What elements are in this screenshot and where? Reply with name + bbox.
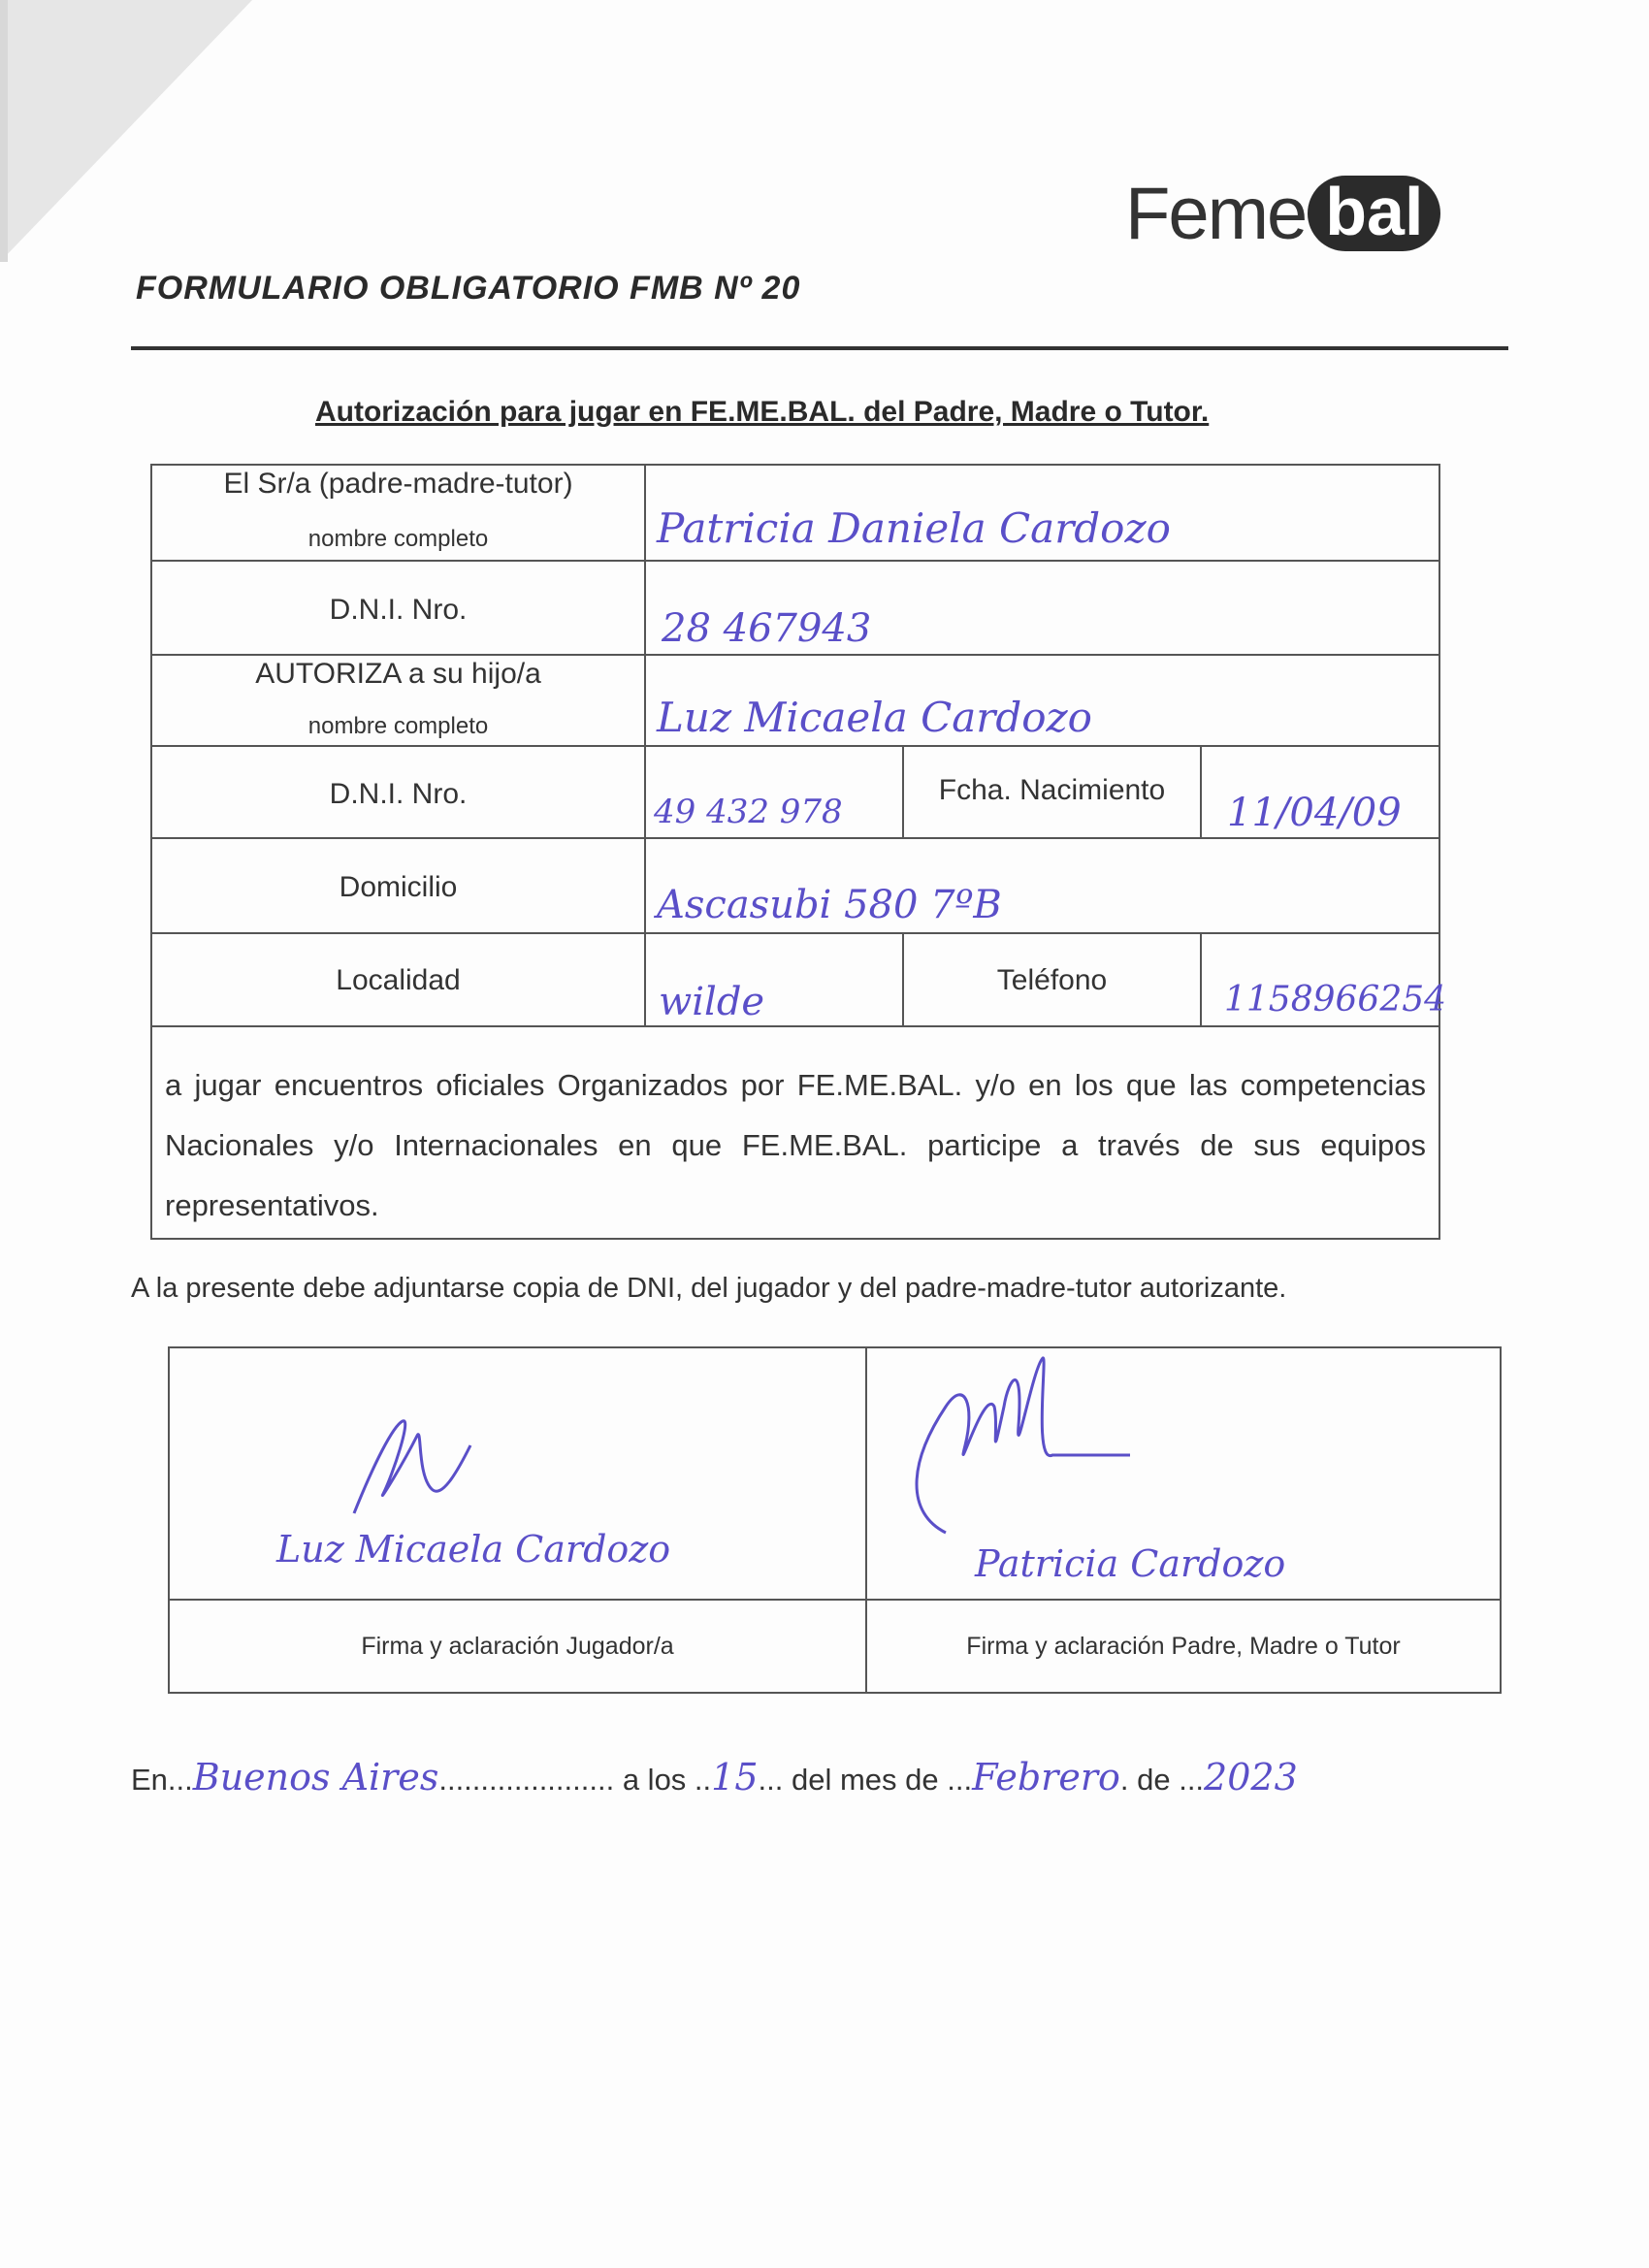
telefono-value: 1158966254 <box>1224 980 1447 1020</box>
title-divider <box>131 346 1508 350</box>
row-divider <box>152 560 1439 562</box>
col-divider <box>1200 745 1202 837</box>
localidad-value: wilde <box>659 980 765 1024</box>
telefono-label: Teléfono <box>996 964 1108 996</box>
form-subtitle: Autorización para jugar en FE.ME.BAL. del Padre, Madre o Tutor. <box>315 396 1210 428</box>
parent-dni-label: D.N.I. Nro. <box>329 594 468 626</box>
authorization-paragraph: a jugar encuentros oficiales Organizados por FE.ME.BAL. y/o en los que las competencias Nacionales y/o Internacionales en que FE.ME.BAL. participe a través de sus equipos representativos. <box>165 1068 1426 1222</box>
de-label: de <box>1137 1763 1171 1797</box>
birth-date-label: Fcha. Nacimiento <box>938 774 1166 806</box>
a-los-label: a los <box>622 1763 687 1797</box>
parent-signature-caption: Firma y aclaración Padre, Madre o Tutor <box>966 1633 1401 1660</box>
row-divider <box>152 1025 1439 1027</box>
domicilio-label: Domicilio <box>339 871 458 903</box>
child-dni-value: 49 432 978 <box>654 793 843 831</box>
child-sublabel: nombre completo <box>307 713 489 739</box>
parent-sublabel: nombre completo <box>307 526 489 552</box>
sig-row-divider <box>170 1599 1500 1601</box>
attachment-note: A la presente debe adjuntarse copia de DNI, del jugador y del padre-madre-tutor autorizante. <box>131 1273 1287 1304</box>
row-divider <box>152 837 1439 839</box>
col-divider <box>644 466 646 1025</box>
parent-signature-scribble <box>888 1348 1159 1552</box>
col-divider <box>1200 932 1202 1025</box>
form-title: FORMULARIO OBLIGATORIO FMB Nº 20 <box>136 270 801 307</box>
player-signature-caption: Firma y aclaración Jugador/a <box>361 1633 674 1660</box>
femebal-logo: Feme bal <box>1125 165 1440 262</box>
year-value: 2023 <box>1204 1756 1298 1798</box>
day-value: 15 <box>711 1756 759 1798</box>
birth-date-value: 11/04/09 <box>1227 791 1402 835</box>
parent-dni-value: 28 467943 <box>662 606 872 651</box>
parent-label: El Sr/a (padre-madre-tutor) <box>223 468 573 500</box>
row-divider <box>152 654 1439 656</box>
child-dni-label: D.N.I. Nro. <box>329 778 468 810</box>
parent-name-value: Patricia Daniela Cardozo <box>657 504 1171 552</box>
player-signature-scribble <box>335 1407 490 1523</box>
page-edge-shadow <box>0 0 8 262</box>
autoriza-label: AUTORIZA a su hijo/a <box>255 658 541 690</box>
player-signature-name: Luz Micaela Cardozo <box>276 1528 671 1571</box>
folded-corner <box>0 0 252 262</box>
dots: .. <box>686 1763 712 1797</box>
dots: ... <box>167 1763 193 1797</box>
city-value: Buenos Aires <box>192 1756 439 1798</box>
parent-signature-name: Patricia Cardozo <box>975 1542 1286 1585</box>
signature-box <box>168 1346 1502 1694</box>
month-value: Febrero <box>972 1756 1120 1798</box>
dots: ... <box>758 1763 792 1797</box>
row-divider <box>152 745 1439 747</box>
child-name-value: Luz Micaela Cardozo <box>657 694 1092 741</box>
dots: . <box>1119 1763 1138 1797</box>
dots: ..................... <box>438 1763 623 1797</box>
place-date-line <box>131 1756 1298 1798</box>
domicilio-value: Ascasubi 580 7ºB <box>657 883 1002 927</box>
dots: ... <box>938 1763 973 1797</box>
en-label: En <box>131 1763 168 1797</box>
dots: ... <box>1170 1763 1205 1797</box>
row-divider <box>152 932 1439 934</box>
localidad-label: Localidad <box>336 964 461 996</box>
mes-label: del mes de <box>791 1763 939 1797</box>
